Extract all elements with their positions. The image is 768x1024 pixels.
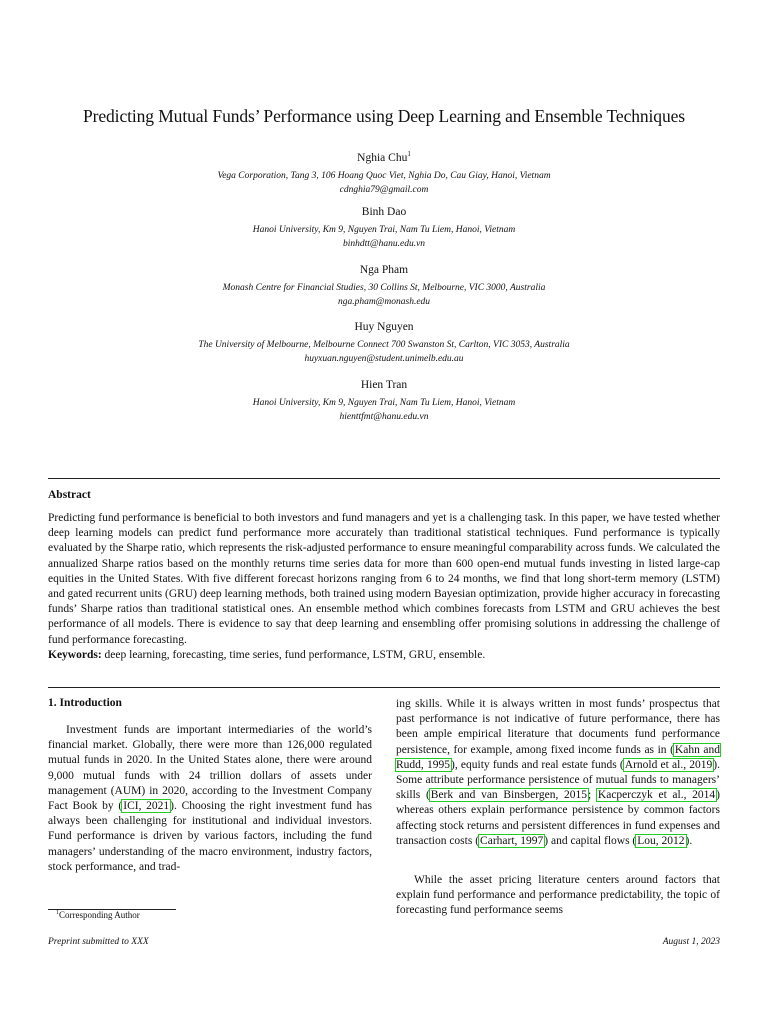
keywords-list: deep learning, forecasting, time series, fund performance, LSTM, GRU, ensemble. (104, 648, 486, 661)
citation-link[interactable]: Lou, 2012 (637, 834, 685, 847)
keywords-label: Keywords: (48, 648, 102, 661)
abstract-top-rule (48, 478, 720, 479)
paragraph-text: ). Choosing the right investment fund has always been challenging for institutional and individual investors. Fund performance is driven by various factors, including the fund managers’ understanding of the macro environment, industry factors, stock performance, and trad- (48, 800, 372, 873)
author-email: binhdtt@hanu.edu.vn (342, 239, 426, 249)
citation-link[interactable]: Berk and van Binsbergen, 2015 (430, 789, 588, 802)
right-column-paragraph (396, 697, 720, 849)
abstract-body: Predicting fund performance is beneficial to both investors and fund managers and yet is a challenging task. In this paper, we have tested whether deep learning models can predict fund performance more accurately than traditional statistical techniques. Fund performance is typically evaluated by the Sharpe ratio, which represents the risk-adjusted performance to ensure meaningful comparability across funds. We calculated the annualized Sharpe ratios based on the monthly returns time series data for more than 600 open-end mutual funds investing in listed large-cap equities in the United States. With five different forecast horizons ranging from 6 to 24 months, we find that long short-term memory (LSTM) and gated recurrent units (GRU) deep learning methods, both trained using modern Bayesian optimization, provide higher accuracy in forecasting funds’ Sharpe ratios than traditional statistical ones. An ensemble method which combines forecasts from LSTM and GRU achieves the best performance of all models. There is evidence to say that deep learning and ensembling offer promising solutions in addressing the challenge of fund performance forecasting. (48, 512, 720, 646)
author-affiliation: The University of Melbourne, Melbourne Connect 700 Swanston St, Carlton, VIC 3053, Australia (198, 340, 570, 350)
paragraph-text: While the asset pricing literature centers around factors that explain fund performance and performance predictability, the topic of forecasting fund performance seems (396, 874, 720, 917)
author-email: cdnghia79@gmail.com (339, 185, 429, 195)
citation-link[interactable]: Carhart, 1997 (480, 834, 544, 847)
footnote-text: Corresponding Author (59, 910, 140, 920)
author-name: Huy Nguyen (354, 321, 414, 333)
paragraph-text: ), equity funds and real estate funds ( (451, 758, 624, 771)
author-block (0, 204, 768, 251)
abstract-heading: Abstract (48, 489, 91, 501)
abstract-bottom-rule (48, 687, 720, 688)
citation-link[interactable]: ICI, 2021 (123, 800, 170, 813)
citation-link[interactable]: Kacperczyk et al., 2014 (597, 789, 716, 802)
author-name: Binh Dao (361, 206, 407, 218)
author-email: nga.pham@monash.edu (337, 297, 431, 307)
footer-date: August 1, 2023 (662, 937, 720, 947)
section-heading: 1. Introduction (48, 697, 122, 709)
paper-title: Predicting Mutual Funds’ Performance using Deep Learning and Ensemble Techniques (83, 106, 685, 126)
author-name: Nghia Chu$^1$ (357, 150, 411, 164)
author-name: Nga Pham (359, 264, 409, 276)
footnote-mark: 1 (56, 910, 59, 916)
author-affiliation: Hanoi University, Km 9, Nguyen Trai, Nam Tu Liem, Hanoi, Vietnam (252, 225, 516, 235)
author-email: hienttfmt@hanu.edu.vn (339, 412, 429, 422)
author-block (0, 377, 768, 424)
paragraph-text: ) whereas others explain performance persistence by common factors affecting stock returns and persistent differences in fund expenses and transaction costs ( (396, 789, 720, 847)
abstract-text (48, 511, 720, 663)
paragraph-text: ) and capital flows ( (544, 834, 637, 847)
author-email: huyxuan.nguyen@student.unimelb.edu.au (304, 354, 464, 364)
author-name: Hien Tran (360, 379, 408, 391)
citation-link[interactable]: Kahn and Rudd, 1995 (396, 743, 720, 771)
paragraph-text: ). Some attribute performance persistence of mutual funds to managers’ skills ( (396, 758, 721, 802)
author-affiliation: Vega Corporation, Tang 3, 106 Hoang Quoc Viet, Nghia Do, Cau Giay, Hanoi, Vietnam (217, 171, 551, 181)
paragraph-text: ). (685, 834, 693, 847)
paragraph-text: Investment funds are important intermediaries of the world’s financial market. Globally, there were more than 126,000 regulated mutual funds in 2020. In the United States alone, there were around 9,000 mutual funds with 24 trillion dollars of assets under management (AUM) in 2020, according to the Investment Company Fact Book by ( (48, 724, 372, 813)
author-affiliation: Monash Centre for Financial Studies, 30 Collins St, Melbourne, VIC 3000, Australia (222, 283, 546, 293)
right-column-paragraph (396, 873, 720, 919)
author-block (0, 319, 768, 366)
paragraph-text: ; (588, 789, 597, 802)
footnote (56, 910, 140, 920)
footnote-mark: 1 (407, 150, 411, 158)
author-affiliation: Hanoi University, Km 9, Nguyen Trai, Nam Tu Liem, Hanoi, Vietnam (252, 398, 516, 408)
left-column-paragraph (48, 723, 372, 875)
author-block (0, 146, 768, 197)
author-block (0, 262, 768, 309)
footer-preprint-note: Preprint submitted to XXX (48, 937, 149, 947)
paragraph-text: ing skills. While it is always written in most funds’ prospectus that past performance is not indicative of future performance, there has been ample empirical literature that documents fund performance persistence, for example, among fixed income funds as in ( (396, 698, 720, 756)
citation-link[interactable]: Arnold et al., 2019 (624, 758, 713, 771)
